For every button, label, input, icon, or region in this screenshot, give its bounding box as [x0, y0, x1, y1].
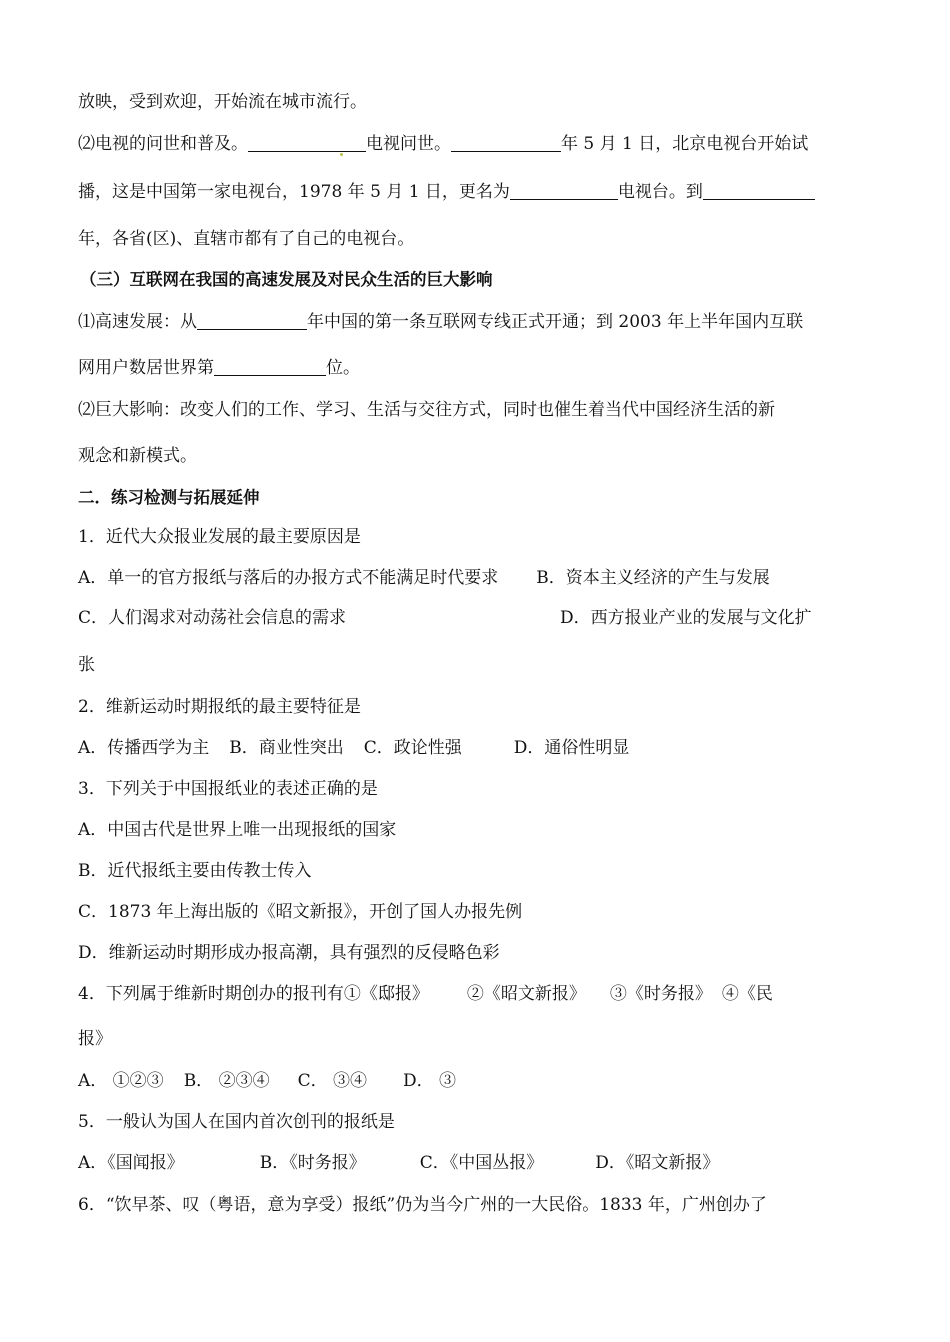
heading-text: 二．练习检测与拓展延伸: [78, 488, 260, 507]
text-line: [78, 310, 878, 334]
option-a: A．中国古代是世界上唯一出现报纸的国家: [78, 820, 397, 840]
text-line: [78, 227, 878, 251]
text-line: [78, 398, 878, 422]
question-stem: [78, 695, 878, 719]
option-b: B． ②③④: [183, 1071, 270, 1091]
option-a: A．单一的官方报纸与落后的办报方式不能满足时代要求: [78, 568, 499, 588]
paragraph-text: ⑵电视的问世和普及。: [78, 134, 248, 154]
fill-blank: [703, 181, 815, 200]
fill-blank: [451, 133, 561, 152]
text-line: [78, 132, 878, 156]
option-c: C．政论性强: [363, 738, 462, 758]
paragraph-text: 电视台。到: [617, 182, 703, 202]
question-stem: [78, 1193, 878, 1217]
question-text: 报》: [78, 1029, 112, 1049]
option-row: [78, 736, 878, 760]
text-line: [78, 444, 878, 468]
option-c: C．人们渴求对动荡社会信息的需求: [78, 608, 347, 628]
option-row: [78, 566, 878, 590]
option-a: A．传播西学为主: [78, 738, 210, 758]
question-text: 6．“饮早茶、叹（粤语，意为享受）报纸”仍为当今广州的一大民俗。1833 年，广州创办了: [78, 1195, 767, 1215]
text-line: [78, 1027, 878, 1051]
text-line: [78, 180, 878, 204]
question-text: 2．维新运动时期报纸的最主要特征是: [78, 697, 361, 717]
text-line: [78, 356, 878, 380]
paragraph-text: ⑴高速发展：从: [78, 312, 197, 332]
paragraph-text: 观念和新模式。: [78, 446, 197, 466]
option-d: D．《昭文新报》: [595, 1153, 720, 1173]
paragraph-text: 电视问世。: [366, 134, 451, 154]
fill-blank: [510, 181, 618, 200]
paragraph-text: 年 5 月 1 日，北京电视台开始试: [561, 134, 809, 154]
option-a: A．《国闻报》: [78, 1153, 184, 1173]
question-text: ②《昭文新报》: [466, 984, 586, 1004]
question-text: 5．一般认为国人在国内首次创刊的报纸是: [78, 1112, 395, 1132]
question-stem: [78, 777, 878, 801]
option-d: D．通俗性明显: [513, 738, 630, 758]
question-stem: [78, 1110, 878, 1134]
paragraph-text: 位。: [326, 358, 360, 378]
paragraph-text: 年中国的第一条互联网专线正式开通；到 2003 年上半年国内互联: [307, 312, 804, 332]
option-d: D．西方报业产业的发展与文化扩: [560, 608, 812, 628]
option-d-continued: 张: [78, 655, 95, 675]
paragraph-text: 网用户数居世界第: [78, 358, 214, 378]
fill-blank: [214, 357, 326, 376]
option-row: [78, 900, 878, 924]
question-text: ③《时务报》: [609, 984, 712, 1004]
option-c: C． ③④: [297, 1071, 368, 1091]
fill-blank: [248, 133, 344, 152]
paragraph-text: ⑵巨大影响：改变人们的工作、学习、生活与交往方式，同时也催生着当代中国经济生活的新: [78, 400, 775, 420]
question-text: 3．下列关于中国报纸业的表述正确的是: [78, 779, 378, 799]
option-c: C．1873 年上海出版的《昭文新报》，开创了国人办报先例: [78, 902, 523, 922]
question-text: 4．下列属于维新时期创办的报刊有①《邸报》: [78, 984, 429, 1004]
option-d: D．维新运动时期形成办报高潮，具有强烈的反侵略色彩: [78, 943, 500, 963]
option-row: [78, 818, 878, 842]
option-b: B．近代报纸主要由传教士传入: [78, 861, 312, 881]
option-b: B．资本主义经济的产生与发展: [536, 568, 770, 588]
option-row: [78, 1151, 878, 1175]
fill-blank: [344, 133, 366, 152]
section-heading: [78, 486, 878, 510]
heading-text: （三）互联网在我国的高速发展及对民众生活的巨大影响: [80, 270, 493, 289]
option-row: [78, 859, 878, 883]
option-b: B．商业性突出: [229, 738, 344, 758]
paragraph-text: 年，各省(区)、直辖市都有了自己的电视台。: [78, 229, 415, 249]
section-heading: [80, 268, 878, 292]
question-text: 1．近代大众报业发展的最主要原因是: [78, 527, 361, 547]
option-b: B．《时务报》: [259, 1153, 366, 1173]
question-text: ④《民: [721, 984, 773, 1004]
text-line: [78, 653, 878, 677]
text-line: [78, 90, 878, 114]
option-c: C．《中国丛报》: [419, 1153, 544, 1173]
option-row: [78, 941, 878, 965]
paragraph-text: 放映，受到欢迎，开始流在城市流行。: [78, 92, 367, 112]
fill-blank: [197, 311, 307, 330]
option-row: [78, 1069, 878, 1093]
option-a: A． ①②③: [78, 1071, 164, 1091]
paragraph-text: 播，这是中国第一家电视台，1978 年 5 月 1 日，更名为: [78, 182, 510, 202]
option-d: D． ③: [403, 1071, 457, 1091]
option-row: [78, 606, 878, 630]
question-stem: [78, 982, 878, 1006]
question-stem: [78, 525, 878, 549]
